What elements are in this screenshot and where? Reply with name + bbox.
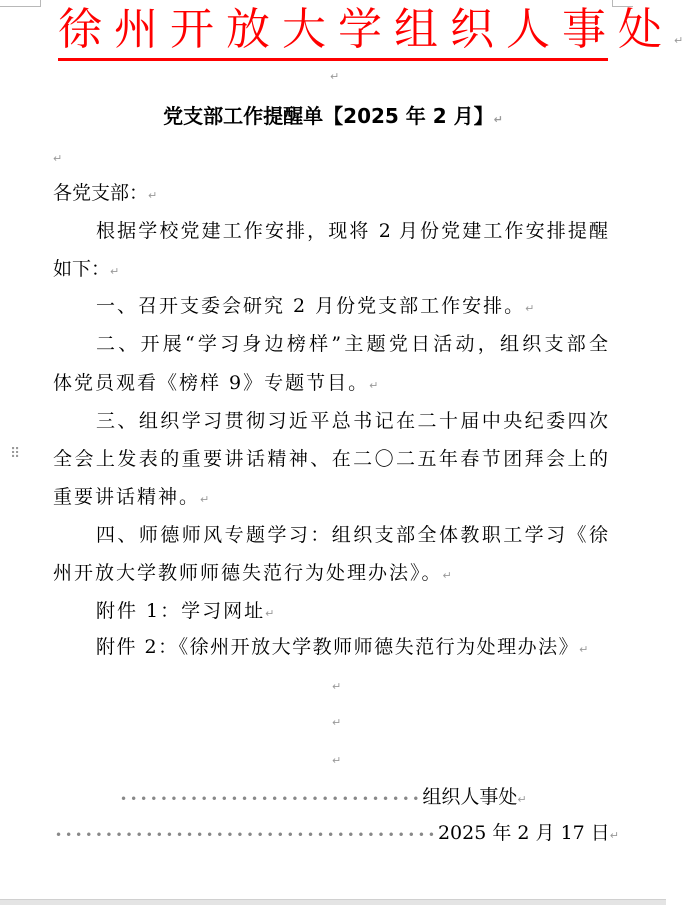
paragraph-3-line-1: 二、开展“学习身边榜样”主题党日活动，组织支部全	[96, 333, 608, 355]
paragraph-4-line-2: 全会上发表的重要讲话精神、在二〇二五年春节团拜会上的	[53, 448, 608, 470]
letterhead: 徐州开放大学组织人事处↵	[58, 4, 683, 55]
signature-date: ••••••••••••••••••••••••••••••••••••••2025 年 2 月 17 日↵	[55, 822, 620, 844]
document-title: 党支部工作提醒单【2025 年 2 月】↵	[163, 104, 503, 128]
attachment-1: 附件 1：学习网址↵	[96, 600, 275, 622]
paragraph-mark: ↵	[332, 680, 342, 693]
paragraph-2: 一、召开支委会研究 2 月份党支部工作安排。↵	[96, 295, 535, 317]
paragraph-3-line-2: 体党员观看《榜样 9》专题节目。↵	[53, 372, 379, 394]
salutation: 各党支部：↵	[53, 182, 158, 204]
paragraph-5-line-1: 四、师德师风专题学习：组织支部全体教职工学习《徐	[96, 524, 608, 546]
paragraph-1-line-2: 如下：↵	[53, 258, 120, 280]
letterhead-red-rule	[58, 58, 608, 61]
paragraph-mark: ↵	[332, 754, 342, 767]
paragraph-mark: ↵	[332, 716, 342, 729]
attachment-2: 附件 2：《徐州开放大学教师师德失范行为处理办法》↵	[96, 636, 589, 658]
paragraph-mark: ↵	[53, 152, 63, 165]
paragraph-mark: ↵	[330, 70, 340, 83]
page-bottom-edge	[0, 899, 666, 905]
drag-handle-icon[interactable]: ⠿	[10, 446, 21, 462]
page-corner-mark-left-h	[0, 6, 30, 7]
paragraph-4-line-1: 三、组织学习贯彻习近平总书记在二十届中央纪委四次	[96, 410, 608, 432]
paragraph-1-line-1: 根据学校党建工作安排，现将 2 月份党建工作安排提醒	[96, 220, 608, 242]
paragraph-5-line-2: 州开放大学教师师德失范行为处理办法》。↵	[53, 562, 452, 584]
signature-dept: ••••••••••••••••••••••••••••••组织人事处↵	[120, 786, 527, 808]
paragraph-4-line-3: 重要讲话精神。↵	[53, 486, 210, 508]
page-corner-mark-left	[30, 0, 41, 7]
